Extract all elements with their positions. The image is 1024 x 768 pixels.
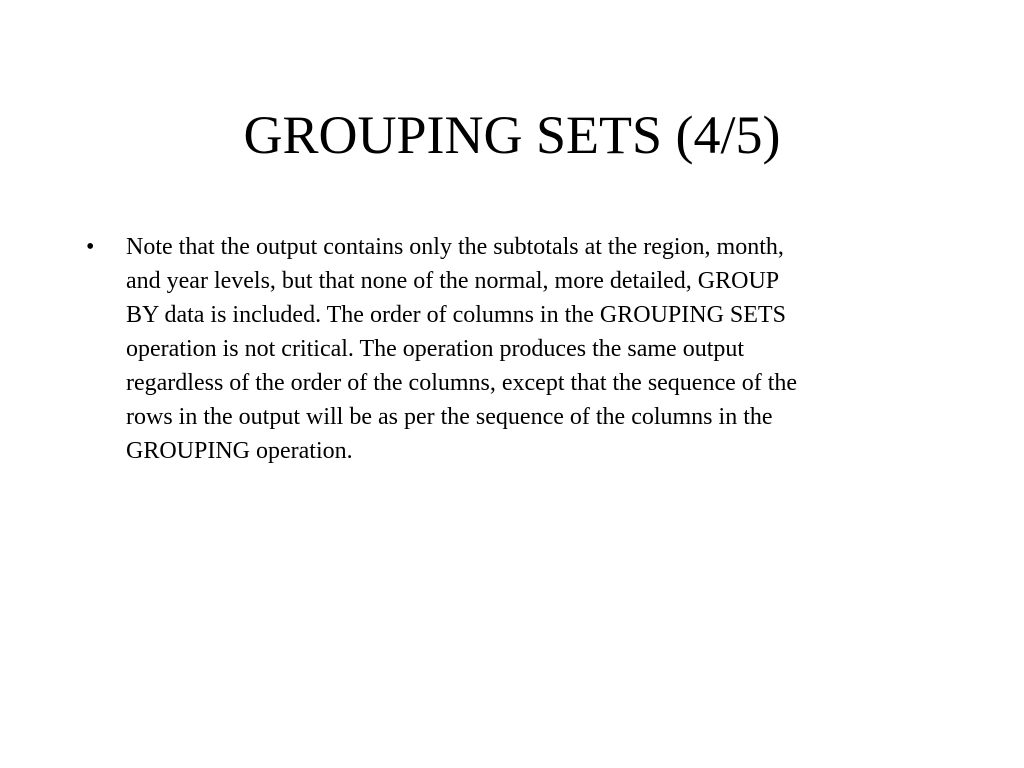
slide-title: GROUPING SETS (4/5): [243, 105, 781, 165]
bullet-text-line: rows in the output will be as per the sequence of the columns in the: [126, 404, 773, 430]
bullet-text-line: GROUPING operation.: [126, 438, 353, 464]
bullet-text-line: regardless of the order of the columns, except that the sequence of the: [126, 370, 798, 396]
bullet-list: [86, 230, 946, 468]
bullet-text-line: Note that the output contains only the subtotals at the region, month,: [126, 234, 784, 260]
bullet-item: [86, 230, 946, 468]
bullet-text-line: and year levels, but that none of the normal, more detailed, GROUP: [126, 268, 780, 294]
bullet-text-line: BY data is included. The order of columns in the GROUPING SETS: [126, 302, 786, 328]
bullet-text-line: operation is not critical. The operation produces the same output: [126, 336, 745, 362]
bullet-dot: •: [86, 234, 95, 260]
